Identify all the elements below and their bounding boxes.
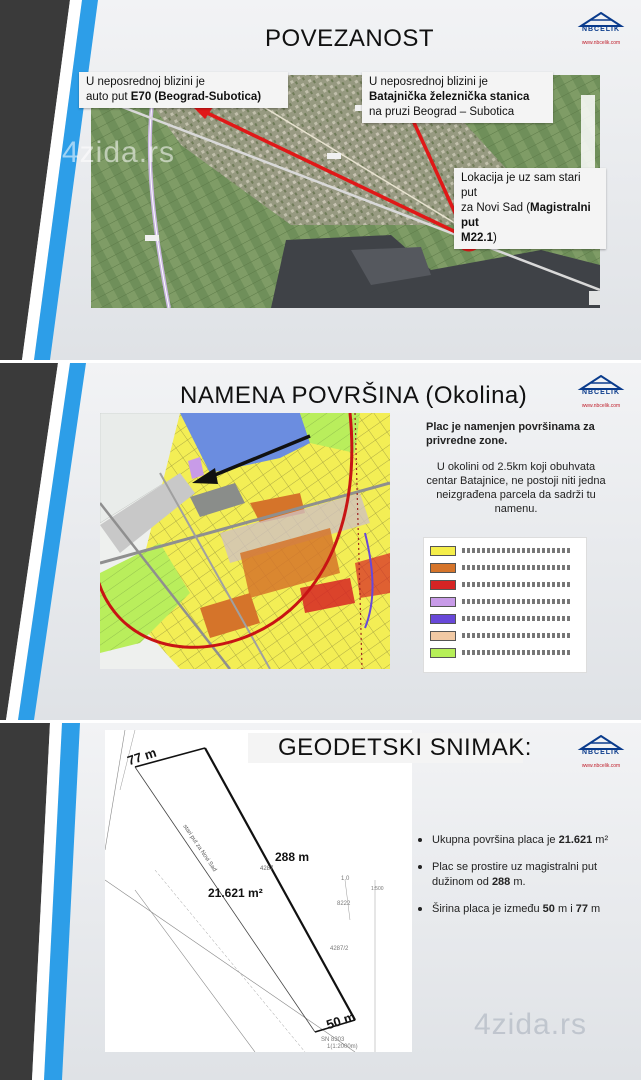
fact-length: Plac se prostire uz magistralni put dužinom od 288 m. <box>414 860 629 890</box>
legend-row <box>430 580 580 590</box>
zoning-purpose: Plac je namenjen površinama za privredne zone. <box>426 421 595 447</box>
nbcelik-logo: NBCELIK www.nbcelik.com <box>571 375 631 409</box>
legend-swatch <box>430 546 456 556</box>
legend-row <box>430 563 580 573</box>
callout-station: U neposrednoj blizini je Batajnička železnička stanica na pruzi Beograd – Subotica <box>362 72 553 123</box>
slide-title: POVEZANOST <box>265 25 435 52</box>
legend-row <box>430 631 580 641</box>
svg-text:SN 8303: SN 8303 <box>321 1037 345 1043</box>
dimension-bottom: 50 m <box>324 1008 358 1033</box>
slide-title: GEODETSKI SNIMAK: <box>278 734 532 761</box>
legend-row <box>430 546 580 556</box>
legend-swatch <box>430 563 456 573</box>
zoning-legend <box>423 537 587 673</box>
survey-drawing <box>105 730 412 1052</box>
slide-title: NAMENA POVRŠINA (Okolina) <box>180 382 528 409</box>
legend-label <box>462 616 572 621</box>
callout-location: Lokacija je uz sam stari put za Novi Sad (Magistralni put M22.1) <box>454 168 606 249</box>
svg-text:stari put za Novi Sad: stari put za Novi Sad <box>181 823 218 874</box>
legend-row <box>430 614 580 624</box>
svg-text:1(1:2000m): 1(1:2000m) <box>327 1044 358 1050</box>
legend-label <box>462 633 572 638</box>
legend-label <box>462 582 572 587</box>
svg-text:4287: 4287 <box>260 866 274 872</box>
legend-swatch <box>430 580 456 590</box>
legend-swatch <box>430 614 456 624</box>
dimension-long-side: 288 m <box>275 850 310 864</box>
legend-row <box>430 597 580 607</box>
fact-width: Širina placa je između 50 m i 77 m <box>414 902 629 917</box>
svg-text:1:500: 1:500 <box>371 886 384 892</box>
plot-area-label: 21.621 m² <box>208 886 263 900</box>
title-bar <box>248 733 532 763</box>
legend-label <box>462 599 572 604</box>
zoning-map <box>100 413 390 669</box>
callout-e70: U neposrednoj blizini je auto put E70 (Beograd-Subotica) <box>79 72 288 108</box>
nbcelik-logo: NBCELIK www.nbcelik.com <box>571 735 631 769</box>
legend-label <box>462 650 572 655</box>
legend-swatch <box>430 597 456 607</box>
legend-swatch <box>430 648 456 658</box>
watermark: 4zida.rs <box>62 136 176 169</box>
svg-text:8222: 8222 <box>337 901 351 907</box>
slide-povezanost <box>0 0 641 360</box>
zoning-surroundings: U okolini od 2.5km koji obuhvata centar Batajnice, ne postoji niti jedna neizgrađena parcela da sadrži tu namenu. <box>426 461 606 515</box>
legend-label <box>462 548 572 553</box>
legend-label <box>462 565 572 570</box>
legend-swatch <box>430 631 456 641</box>
survey-facts <box>414 833 629 929</box>
svg-text:1.0: 1.0 <box>341 876 350 882</box>
svg-text:4287/2: 4287/2 <box>330 946 349 952</box>
zoning-description <box>426 420 606 528</box>
legend-row <box>430 648 580 658</box>
fact-area: Ukupna površina placa je 21.621 m² <box>414 833 629 848</box>
nbcelik-logo: NBCELIK www.nbcelik.com <box>571 12 631 46</box>
watermark: 4zida.rs <box>474 1008 588 1041</box>
dimension-top: 77 m <box>125 744 159 769</box>
